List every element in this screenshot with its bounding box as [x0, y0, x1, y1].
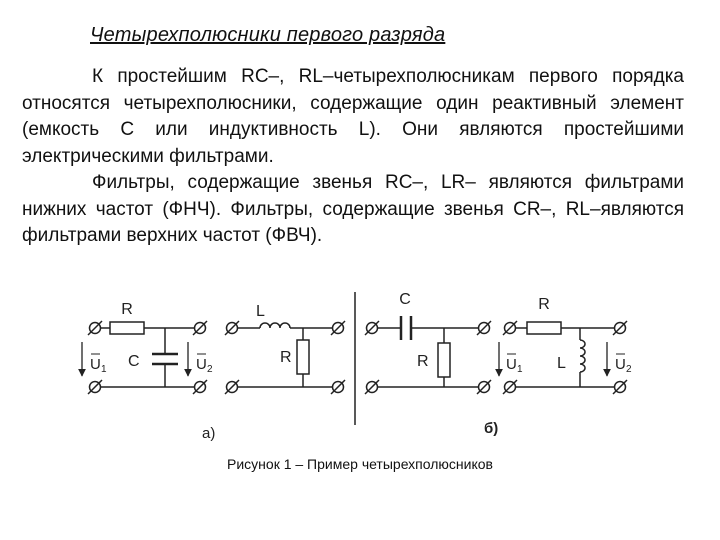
paragraph-1 — [22, 64, 684, 170]
label-c-b: C — [399, 291, 411, 308]
svg-text:1: 1 — [101, 364, 107, 375]
svg-text:U: U — [90, 356, 101, 373]
capacitor-b — [401, 316, 411, 340]
paragraph-2 — [22, 170, 684, 250]
resistor-a2 — [297, 340, 309, 374]
label-c-a: C — [128, 353, 140, 370]
voltage-label-u2-a — [196, 354, 213, 375]
svg-text:U: U — [196, 356, 207, 373]
svg-text:1: 1 — [517, 364, 523, 375]
resistor-b1 — [438, 343, 450, 377]
resistor-a1 — [110, 322, 144, 334]
label-r-b1: R — [417, 353, 429, 370]
voltage-arrows — [82, 342, 607, 376]
section-title: Четырехполюсники первого разряда — [90, 24, 446, 46]
label-l-a: L — [256, 303, 265, 320]
label-l-b: L — [557, 355, 566, 372]
circuit-figure — [0, 280, 720, 456]
label-r-a1: R — [121, 301, 133, 318]
svg-text:2: 2 — [626, 364, 632, 375]
voltage-label-u1-a — [90, 354, 107, 375]
figure-caption: Рисунок 1 – Пример четырехполюсников — [227, 456, 493, 472]
voltage-label-u1-b — [506, 354, 523, 375]
svg-text:U: U — [615, 356, 626, 373]
voltage-label-u2-b — [615, 354, 632, 375]
resistor-b2 — [527, 322, 561, 334]
label-r-b2: R — [538, 296, 550, 313]
capacitor-a — [152, 354, 178, 364]
inductor-b — [580, 340, 585, 372]
inductor-a — [260, 323, 290, 328]
paragraph-2-text: Фильтры, содержащие звенья RC–, LR– являются фильтрами нижних частот (ФНЧ). Фильтры, содержащие звенья CR–, RL–являются фильтрами верхних частот (ФВЧ). — [22, 172, 684, 246]
circuit-wires — [95, 328, 620, 387]
label-r-a2: R — [280, 349, 292, 366]
label-part-b: б) — [484, 420, 499, 437]
paragraph-1-text: К простейшим RC–, RL–четырехполюсникам первого порядка относятся четырехполюсники, содержащие один реактивный элемент (емкость C или индуктивность L). Они являются простейшими электрическими фильтрами. — [22, 66, 684, 167]
svg-text:U: U — [506, 356, 517, 373]
label-part-a: а) — [202, 425, 216, 442]
svg-text:2: 2 — [207, 364, 213, 375]
